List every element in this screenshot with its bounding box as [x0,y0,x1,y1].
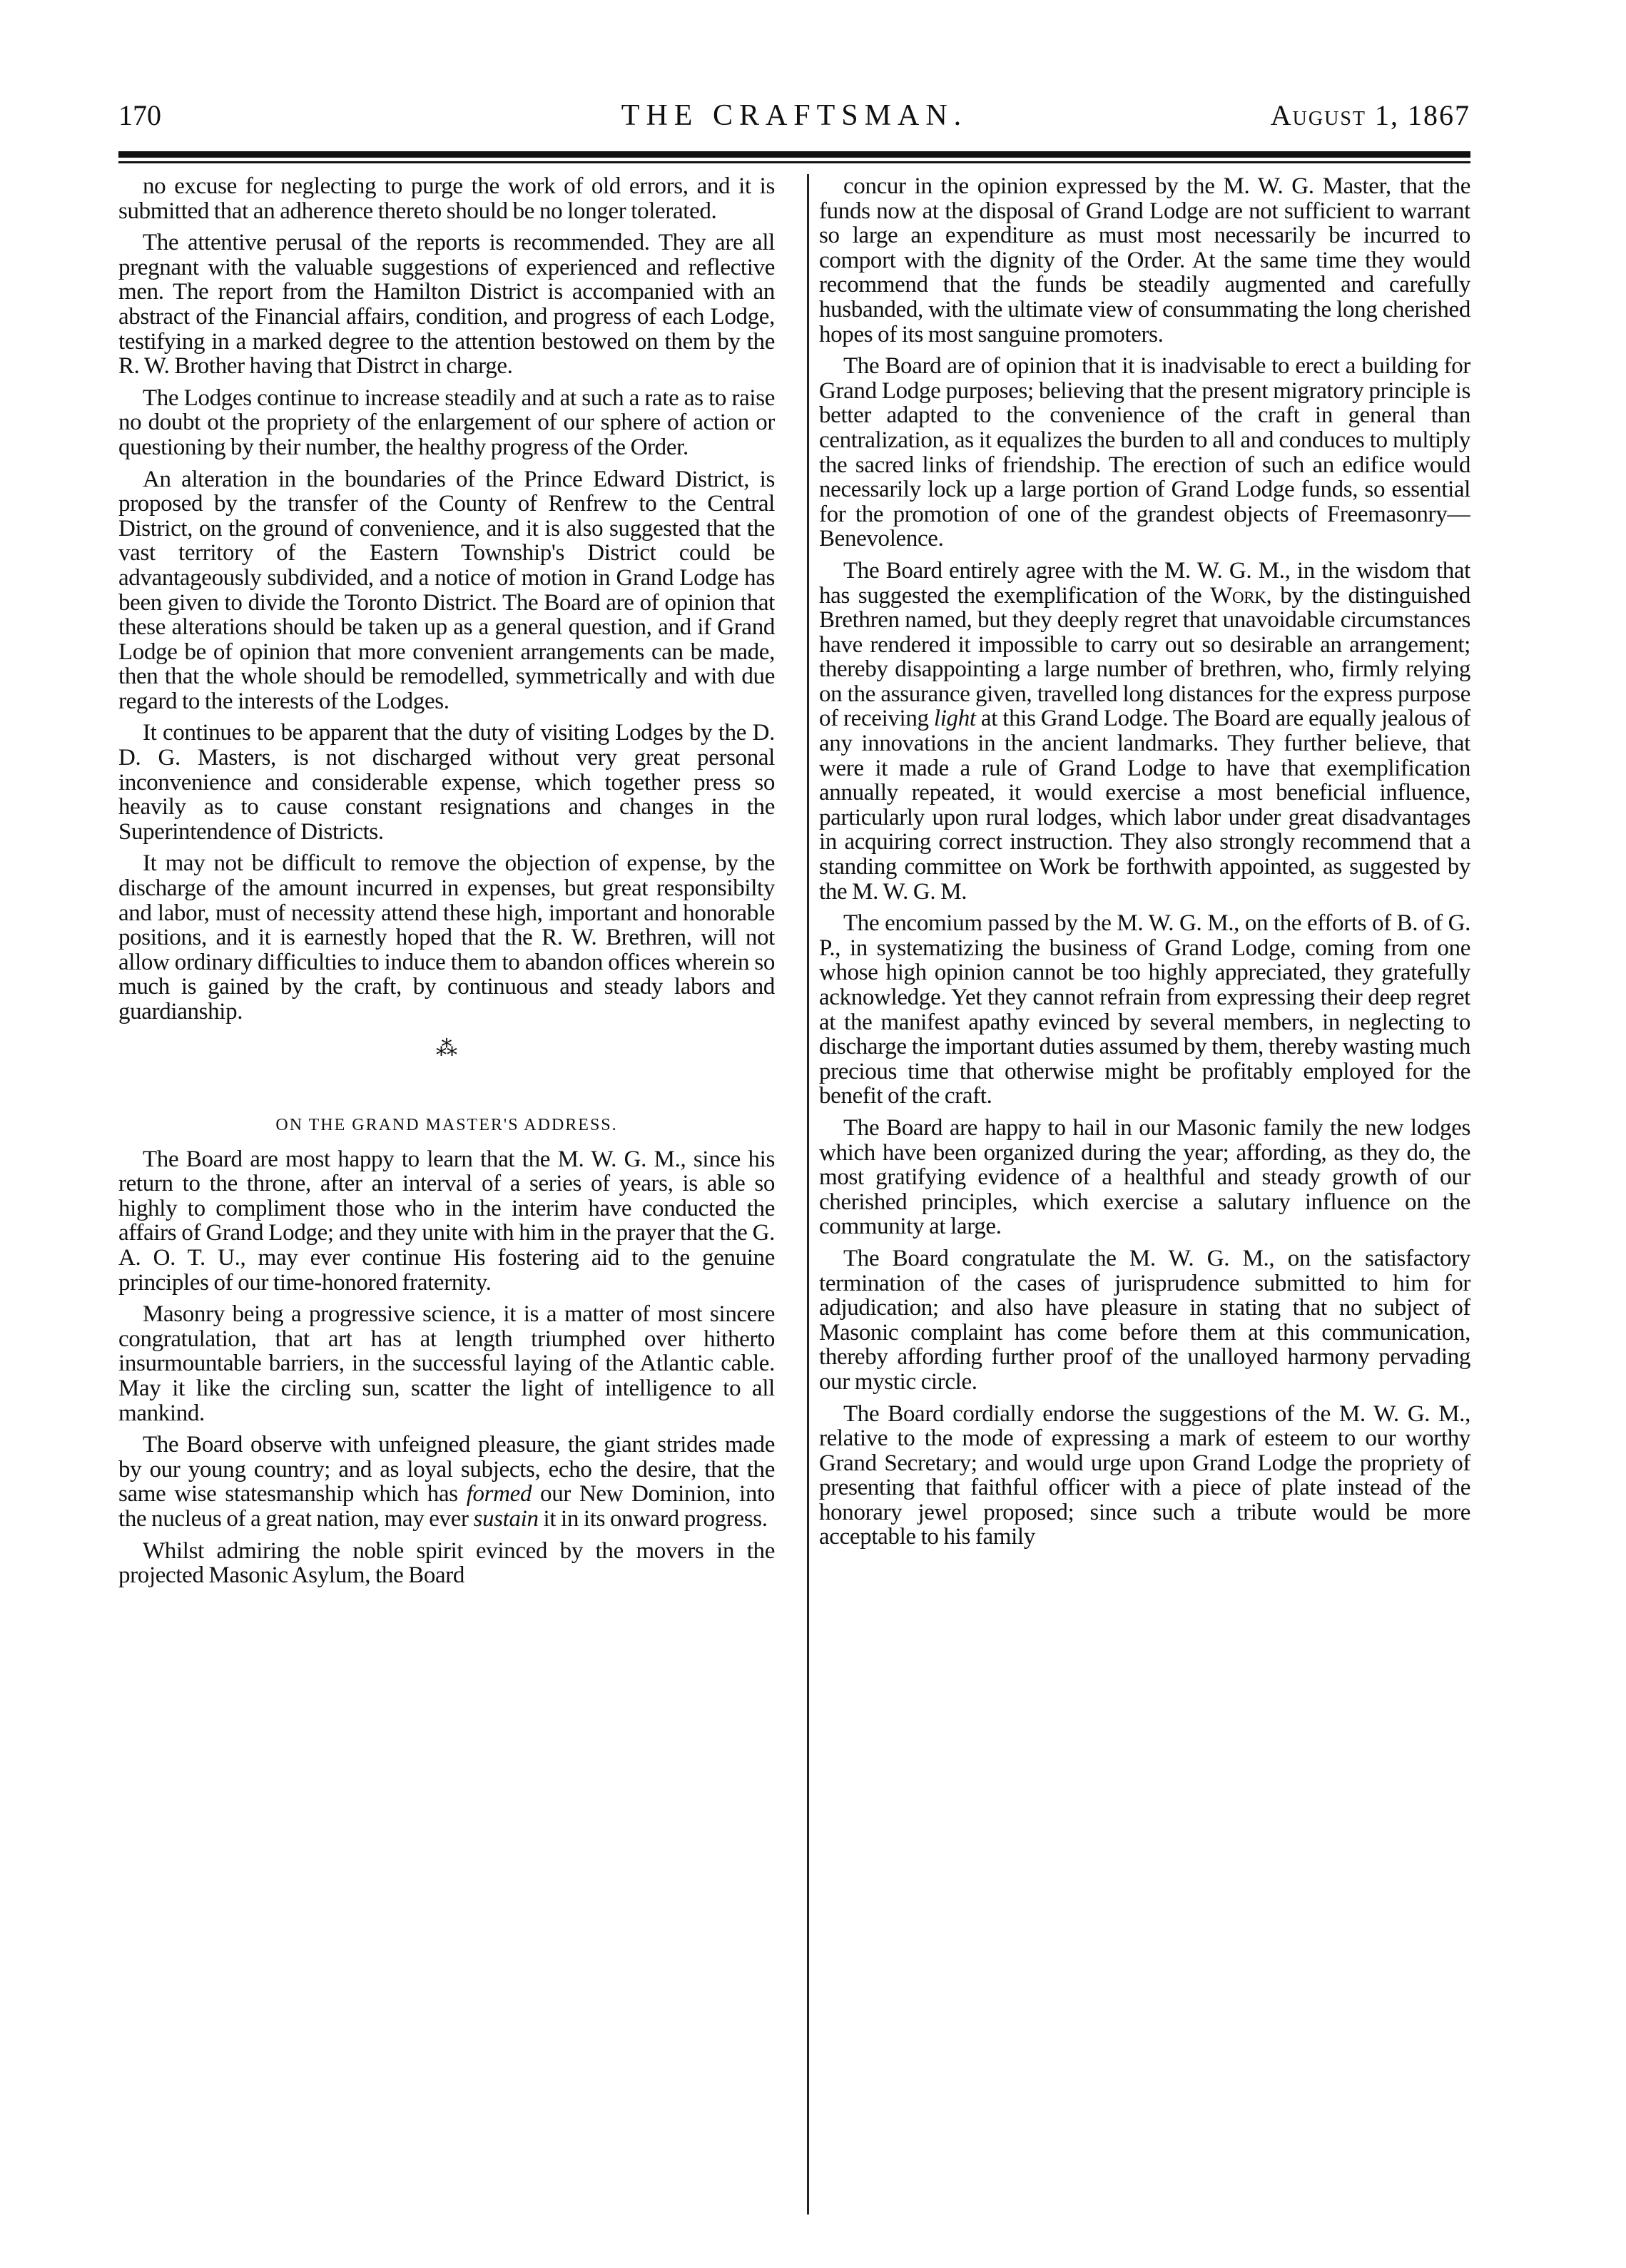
issue-date: August 1, 1867 [1270,99,1470,131]
paragraph: The Board are of opinion that it is inadvisable to erect a building for Grand Lodge purposes; believing that the present migratory principle is better adapted to the convenience of the craft in general than centralization, as it equalizes the burden to all and conduces to multiply the sacred links of friendship. The erection of such an edifice would necessarily lock up a large portion of Grand Lodge funds, so essential for the promotion of one of the grandest objects of Freemasonry—Benevolence. [819,353,1470,552]
paragraph: The Board are happy to hail in our Masonic family the new lodges which have been organized during the year; affording, as they do, the most gratifying evidence of a healthful and steady growth of our cherished principles, which exercise a salutary influence on the community at large. [819,1114,1470,1240]
right-column [819,174,1470,2222]
italic-word: formed [466,1481,532,1507]
page-header [118,91,1470,141]
page-number: 170 [118,99,161,131]
text-run: at this Grand Lodge. The Board are equally jealous of any innovations in the ancient landmarks. They further believe, that were it made a rule of Grand Lodge to have that exemplification annually repeated, it would exercise a most beneficial influence, particularly upon rural lodges, which labor under great disadvantages in acquiring correct instruction. They also strongly recommend that a standing committee on Work be forthwith appointed, as suggested by the M. W. G. M. [819,706,1470,905]
left-column [118,174,775,2222]
italic-word: light [933,706,976,732]
paragraph: The encomium passed by the M. W. G. M., on the efforts of B. of G. P., in systematizing the business of Grand Lodge, coming from one whose high opinion cannot be too highly appreciated, they gratefully acknowledge. Yet they cannot refrain from expressing their deep regret at the manifest apathy evinced by several members, in neglecting to discharge the important duties assumed by them, thereby wasting much precious time that otherwise might be profitably employed for the benefit of the craft. [819,910,1470,1109]
paragraph: Masonry being a progressive science, it is a matter of most sincere congratulation, that art has at length triumphed over hitherto insurmountable barriers, in the successful laying of the Atlantic cable. May it like the circling sun, scatter the light of intelligence to all mankind. [118,1301,775,1426]
section-ornament: ⁂ [436,1036,457,1060]
header-rule-thick [118,151,1470,158]
paragraph: The Board cordially endorse the suggestions of the M. W. G. M., relative to the mode of expressing a mark of esteem to our worthy Grand Secretary; and would urge upon Grand Lodge the propriety of presenting that faithful officer with a piece of plate instead of the honorary jewel proposed; since such a tribute would be more acceptable to his family [819,1400,1470,1550]
journal-title: THE CRAFTSMAN. [621,99,968,132]
text-run: our New Dominion, into the nucleus of a great nation, may ever [118,1481,775,1532]
paragraph: no excuse for neglecting to purge the work of old errors, and it is submitted that an adherence thereto should be no longer tolerated. [118,174,775,224]
small-caps-word: Work [1210,582,1266,609]
text-run: , by the distinguished Brethren named, but they deeply regret that unavoidable circumstances have rendered it impossible to carry out so desirable an arrangement; thereby disappointing a large number of brethren, who, firmly relying on the assurance given, travelled long distances for the express purpose of receiving [819,582,1470,732]
paragraph: Whilst admiring the noble spirit evinced by the movers in the projected Masonic Asylum, the Board [118,1537,775,1589]
paragraph: It may not be difficult to remove the objection of expense, by the discharge of the amount incurred in expenses, but great responsibilty and labor, must of necessity attend these high, important and honorable positions, and it is earnestly hoped that the R. W. Brethren, will not allow ordinary difficulties to induce them to abandon offices wherein so much is gained by the craft, by continuous and steady labors and guardianship. [118,850,775,1024]
header-rule-thin [118,161,1470,163]
text-run: it in its onward progress. [538,1505,768,1532]
column-divider [807,174,809,2214]
paragraph: It continues to be apparent that the duty of visiting Lodges by the D. D. G. Masters, is not discharged without very great personal inconvenience and considerable expense, which together press so heavily as to cause constant resignations and changes in the Superintendence of Districts. [118,720,775,845]
paragraph: The attentive perusal of the reports is recommended. They are all pregnant with the valuable suggestions of experienced and reflective men. The report from the Hamilton District is accompanied with an abstract of the Financial affairs, condition, and progress of each Lodge, testifying in a marked degree to the attention bestowed on them by the R. W. Brother having that Distrct in charge. [118,230,775,380]
paragraph: The Board congratulate the M. W. G. M., on the satisfactory termination of the cases of jurisprudence submitted to him for adjudication; and also have pleasure in stating that no subject of Masonic complaint has come before them at this communication, thereby affording further proof of the unalloyed harmony pervading our mystic circle. [819,1245,1470,1395]
paragraph: The Board are most happy to learn that the M. W. G. M., since his return to the throne, after an interval of a series of years, is able so highly to compliment those who in the interim have conducted the affairs of Grand Lodge; and they unite with him in the prayer that the G. A. O. T. U., may ever continue His fostering aid to the genuine principles of our time-honored fraternity. [118,1146,775,1296]
text-run: The Board observe with unfeigned pleasure, the giant strides made by our young country; and as loyal subjects, echo the desire, that the same wise statesmanship which has [118,1432,775,1507]
italic-word: sustain [473,1505,539,1532]
section-heading: ON THE GRAND MASTER'S ADDRESS. [275,1115,618,1134]
text-run: The Board entirely agree with the M. W. G. M., in the wisdom that has suggested the exemplification of the [819,557,1470,609]
paragraph: The Lodges continue to increase steadily and at such a rate as to raise no doubt ot the propriety of the enlargement of our sphere of action or questioning by their number, the healthy progress of the Order. [118,385,775,460]
paragraph: An alteration in the boundaries of the Prince Edward District, is proposed by the transfer of the County of Renfrew to the Central District, on the ground of convenience, and it is also suggested that the vast territory of the Eastern Township's District could be advantageously subdivided, and a notice of motion in Grand Lodge has been given to divide the Toronto District. The Board are of opinion that these alterations should be taken up as a general question, and if Grand Lodge be of opinion that more convenient arrangements can be made, then that the whole should be remodelled, symmetrically and with due regard to the interests of the Lodges. [118,466,775,714]
paragraph: concur in the opinion expressed by the M. W. G. Master, that the funds now at the disposal of Grand Lodge are not sufficient to warrant so large an expenditure as must most necessarily be incurred to comport with the dignity of the Order. At the same time they would recommend that the funds be steadily augmented and carefully husbanded, with the ultimate view of consummating the long cherished hopes of its most sanguine promoters. [819,174,1470,347]
paragraph [819,559,1470,904]
paragraph [118,1433,775,1531]
